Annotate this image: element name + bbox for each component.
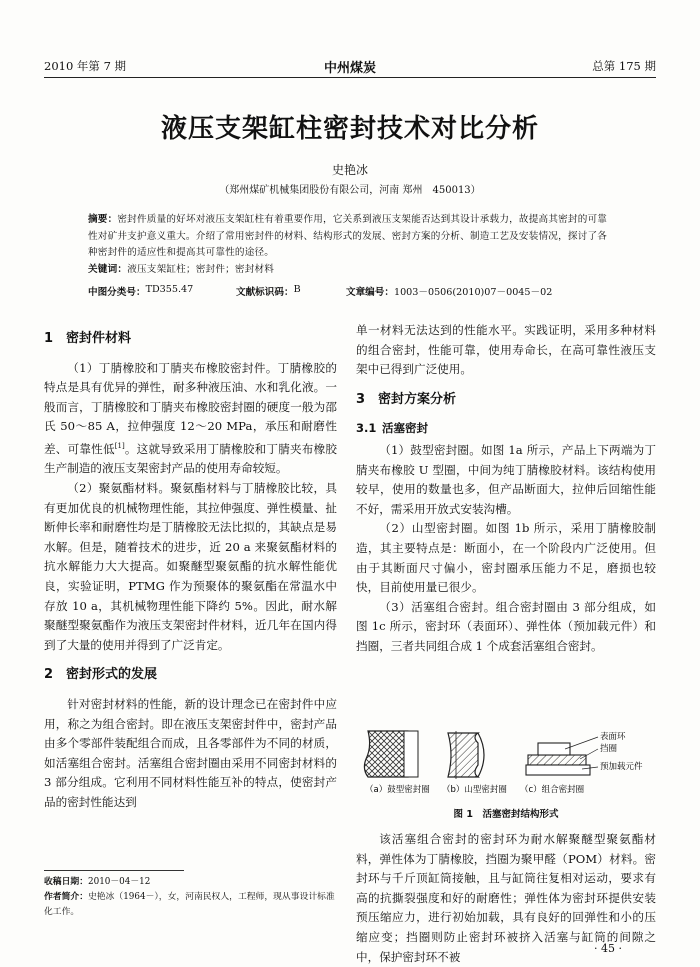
right-column (356, 321, 656, 657)
received-date (44, 875, 337, 890)
paragraph: （3）活塞组合密封。组合密封圈由 3 部分组成，如图 1c 所示，密封环（表面环）、弹性体（预加载元件）和挡圈，三者共同组合成 1 个成套活塞组合密封。 (356, 599, 656, 653)
figure-1 (360, 729, 660, 795)
doc-code-label: 文献标识码： (236, 287, 294, 298)
affiliation: （郑州煤矿机械集团股份有限公司，河南 郑州 450013） (219, 185, 481, 196)
left-column (44, 319, 337, 813)
clc (88, 284, 194, 298)
abstract (88, 212, 614, 262)
section-number: 1 (44, 331, 54, 346)
combined-seal-diagram (526, 731, 643, 775)
mountain-seal-diagram (448, 731, 484, 779)
label-surface-ring: 表面环 (600, 732, 626, 742)
paragraph: 针对密封材料的性能，新的设计理念已在密封件中应用，称之为组合密封。即在液压支架密封件中，密封产品由多个零部件装配组合而成，且各零部件为不同的材质，如活塞组合密封。活塞组合密封圈由采用不同密封材料的 3 部分组成。它利用不同材料性能互补的特点，使密封产品的密封性能达到 (44, 696, 337, 809)
doc-code (236, 284, 301, 298)
section-number: 2 (44, 667, 54, 683)
paragraph-text: 。这就导致采用丁腈橡胶和丁腈夹布橡胶生产制造的液压支架密封产品的使用寿命较短。 (44, 441, 337, 476)
clc-label: 中图分类号： (88, 287, 146, 298)
issue-label: 2010 年第 7 期 (44, 59, 127, 73)
article-number-value: 1003－0506(2010)07－0045－02 (393, 287, 553, 298)
section-heading-2 (44, 665, 337, 685)
keywords (88, 262, 614, 279)
footnote (44, 875, 337, 920)
section-title: 密封方案分析 (378, 391, 457, 407)
footnote-rule (44, 870, 184, 871)
article-number (346, 284, 553, 298)
header-rule (44, 77, 656, 78)
clc-value: TD355.47 (145, 284, 194, 295)
subsection-title: 活塞密封 (382, 421, 428, 436)
drum-seal-diagram (364, 731, 418, 777)
paragraph-text: （1）丁腈橡胶和丁腈夹布橡胶密封件。丁腈橡胶的特点是具有优异的弹性，耐多种液压油、水和乳化液。一般而言，丁腈橡胶和丁腈夹布橡胶密封圈的硬度一般为邵氏 50～85 A，拉伸强度 12～20 MPa，承压和耐磨性差、可靠性低 (44, 360, 337, 456)
subcaption-c: （c）组合密封圈 (520, 785, 585, 795)
journal-name: 中州煤炭 (323, 61, 376, 76)
section-heading-3 (356, 390, 656, 410)
citation: [1] (114, 441, 125, 450)
page-number: · 45 · (594, 942, 622, 955)
author-name: 史艳冰 (331, 163, 368, 177)
received-label: 收稿日期： (44, 877, 88, 887)
abstract-block (88, 212, 614, 278)
author-bio-text: 史艳冰（1964－），女，河南民权人，工程师，现从事设计标准化工作。 (44, 892, 335, 917)
paragraph (44, 359, 337, 479)
author-bio (44, 890, 337, 920)
label-preload: 预加载元件 (600, 762, 643, 772)
subsection-number: 3.1 (356, 421, 377, 436)
section-heading-1 (44, 329, 337, 349)
paragraph: （1）鼓型密封圈。如图 1a 所示，产品上下两端为丁腈夹布橡胶 U 型圈，中间为纯丁腈橡胶材料。该结构使用较早，使用的数量也多，但产品断面大，拉伸后回缩性能不好，需采用开放式安装沟槽。 (356, 442, 656, 516)
paragraph: （2）山型密封圈。如图 1b 所示，采用丁腈橡胶制造，其主要特点是：断面小，在一个阶段内广泛使用。但由于其断面尺寸偏小，密封圈承压能力不足，磨损也较快，目前使用量已很少。 (356, 521, 656, 595)
running-head (44, 58, 656, 74)
section-number: 3 (356, 391, 366, 407)
doc-code-value: B (293, 284, 301, 295)
section-title: 密封形式的发展 (66, 667, 158, 683)
keywords-label: 关键词： (88, 263, 128, 275)
paragraph: （2）聚氨酯材料。聚氨酯材料与丁腈橡胶比较，具有更加优良的机械物理性能，其拉伸强度、弹性模量、扯断伸长率和耐磨性均是丁腈橡胶无法比拟的，其缺点是易水解。但是，随着技术的进步，近 20 a 来聚氨酯材料的抗水解能力大大提高。如聚醚型聚氨酯的抗水解性能优良，实验证明，PTMG 作为预聚体的聚氨酯在常温水中存放 10 a，其机械物理性能下降约 5%。因此，耐水解聚醚型聚氨酯作为液压支架密封件材料，近几年在国内得到了大量的使用并得到了广泛肯定。 (44, 481, 337, 652)
paragraph: 单一材料无法达到的性能水平。实践证明，采用多种材料的组合密封，性能可靠，使用寿命长，在高可靠性液压支架中已得到广泛使用。 (356, 323, 656, 377)
subcaption-b: （b）山型密封圈 (442, 785, 507, 795)
section-title: 密封件材料 (66, 331, 132, 346)
paragraph: 该活塞组合密封的密封环为耐水解聚醚型聚氨酯材料，弹性体为丁腈橡胶，挡圈为聚甲醛（POM）材料。密封环与千斤顶缸筒接触，且与缸筒往复相对运动，要求有高的抗撕裂强度和好的耐磨性；弹性体为密封环提供安装预压缩应力，进行初始加载，具有良好的回弹性和小的压缩应变；挡圈则防止密封环被挤入活塞与缸筒的间隙之中，保护密封环不被 (356, 832, 656, 964)
subcaption-a: （a）鼓型密封圈 (365, 785, 430, 795)
label-retainer: 挡圈 (600, 744, 618, 754)
subsection-heading-3-1 (356, 419, 656, 439)
author-bio-label: 作者简介： (44, 892, 88, 902)
keywords-text: 液压支架缸柱；密封件；密封材料 (127, 263, 275, 275)
abstract-text: 密封件质量的好坏对液压支架缸柱有着重要作用，它关系到液压支架能否达到其设计承载力，故提高其密封的可靠性对矿井支护意义重大。介绍了常用密封件的材料、结构形式的发展、密封方案的分析、制造工艺及安装情况，探讨了各种密封件的适应性和提高其可靠性的途径。 (88, 214, 608, 258)
article-number-label: 文章编号： (346, 287, 394, 298)
abstract-label: 摘要： (88, 214, 118, 225)
received-value: 2010－04－12 (88, 877, 151, 887)
total-issue-label: 总第 175 期 (592, 59, 656, 73)
figure-caption: 图 1 活塞密封结构形式 (453, 809, 559, 820)
article-title: 液压支架缸柱密封技术对比分析 (160, 114, 539, 144)
